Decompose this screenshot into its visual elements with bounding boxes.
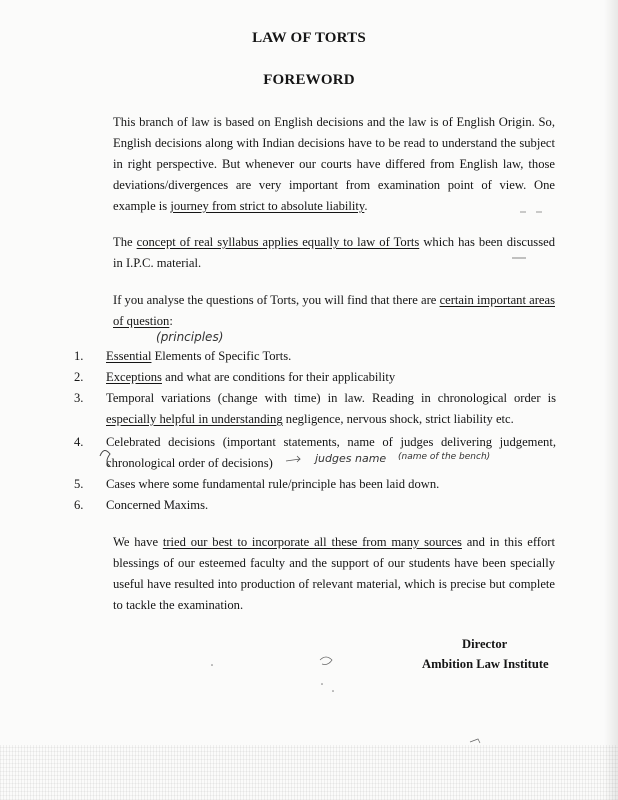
list-number: 5. <box>74 477 84 491</box>
list-pre: Cases where some fundamental rule/principle has been laid down. <box>106 477 440 491</box>
paragraph-text: . <box>364 199 368 213</box>
margin-mark-icon <box>100 450 110 466</box>
underlined-phrase: certain important areas of question <box>113 293 555 328</box>
paragraph-text: and in this effort blessings of our esteemed faculty and the support of our students have been specially useful have resulted into production of relevant material, which is precise but complete to tackle the examination. <box>113 535 555 612</box>
list-number: 3. <box>74 391 84 405</box>
list-number: 6. <box>74 498 84 512</box>
list-pre: Celebrated decisions (important statements, name of judges delivering judgement, chronological order of decisions) <box>106 435 556 470</box>
underlined-phrase: tried our best to incorporate all these from many sources <box>162 535 462 549</box>
foreword-heading: FOREWORD <box>263 72 355 88</box>
paragraph-text: We have <box>113 535 163 549</box>
list-number: 4. <box>74 435 84 449</box>
list-pre: Concerned Maxims. <box>106 498 209 512</box>
paragraph-text: which has been discussed in I.P.C. material. <box>113 235 555 270</box>
list-number: 1. <box>74 349 84 363</box>
dust-speck-icon <box>332 690 334 692</box>
paragraph-text: If you analyse the questions of Torts, you will find that there are <box>113 293 440 307</box>
list-number: 2. <box>74 370 84 384</box>
dust-speck-icon <box>211 664 213 666</box>
underlined-phrase: Essential <box>106 349 152 363</box>
underlined-phrase: especially helpful in understanding <box>106 412 283 426</box>
dust-speck-icon <box>321 683 323 685</box>
arrow-mark-icon <box>286 456 300 462</box>
document-title: LAW OF TORTS <box>252 30 366 46</box>
signature-institute: Ambition Law Institute <box>422 657 549 671</box>
scan-edge-shadow <box>604 0 618 800</box>
list-rest: negligence, nervous shock, strict liability etc. <box>282 412 514 426</box>
paragraph-text: : <box>169 314 173 328</box>
underlined-phrase: Exceptions <box>106 370 162 384</box>
paragraph-text: This branch of law is based on English decisions and the law is of English Origin. So, English decisions along with Indian decisions have to be read to understand the subject in right perspective. But whenever our courts have differed from English law, those deviations/divergences are very important from examination point of view. One example is <box>113 115 555 213</box>
underlined-phrase: journey from strict to absolute liability <box>170 199 365 213</box>
list-rest: and what are conditions for their applicability <box>161 370 396 384</box>
underlined-phrase: concept of real syllabus applies equally to law of Torts <box>136 235 420 249</box>
pen-speck-icon <box>320 657 332 665</box>
scan-noise <box>0 745 618 800</box>
handwritten-note-principles: ( principles ) <box>156 330 223 344</box>
handwritten-note-bench: (name of the bench) <box>398 452 491 462</box>
handwritten-note-judges: judges name <box>315 452 387 465</box>
signature-role: Director <box>462 637 508 651</box>
paragraph-text: The <box>113 235 137 249</box>
list-rest: Elements of Specific Torts. <box>151 349 292 363</box>
list-pre: Temporal variations (change with time) in law. Reading in chronological order is <box>106 391 556 405</box>
pen-speck-icon <box>470 739 480 743</box>
